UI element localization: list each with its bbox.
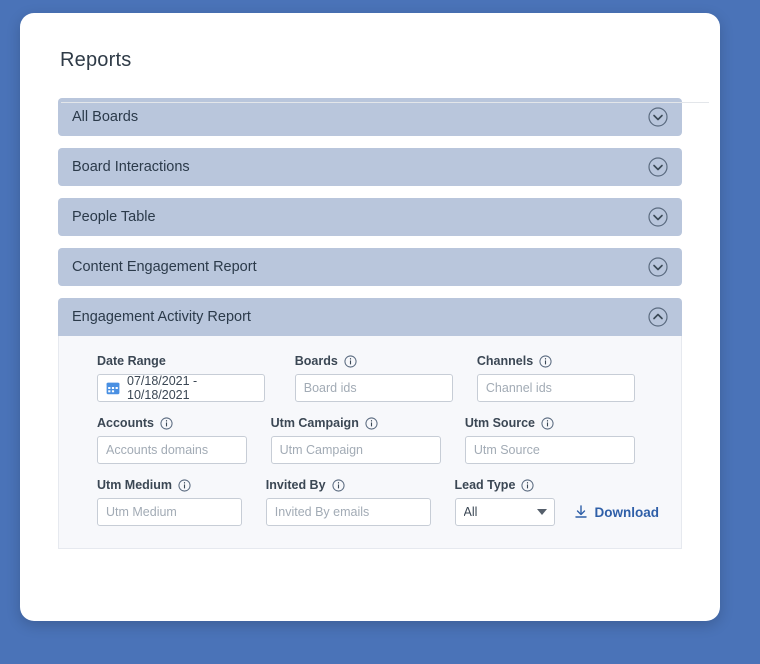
reports-card (20, 13, 720, 621)
lead-type-select[interactable] (455, 498, 555, 526)
form-row-2 (97, 416, 659, 464)
info-icon[interactable] (521, 479, 534, 492)
label-utm-source (465, 416, 635, 430)
boards-input[interactable] (295, 374, 453, 402)
info-icon[interactable] (539, 355, 552, 368)
chevron-down-icon[interactable] (648, 107, 668, 127)
engagement-activity-report-panel (58, 336, 682, 549)
field-lead-type (455, 478, 555, 526)
accordion-item-board-interactions (58, 148, 682, 186)
download-label: Download (594, 504, 659, 520)
date-range-value: 07/18/2021 - 10/18/2021 (127, 374, 198, 402)
accordion-item-all-boards (58, 98, 682, 136)
accordion-label: All Boards (72, 109, 139, 125)
field-utm-medium (97, 478, 242, 526)
date-range-input[interactable] (97, 374, 265, 402)
field-invited-by (266, 478, 431, 526)
label-date-range (97, 354, 271, 368)
chevron-down-icon[interactable] (648, 257, 668, 277)
label-text: Utm Source (464, 416, 535, 430)
accordion-label: Engagement Activity Report (72, 309, 251, 325)
field-accounts (97, 416, 247, 464)
invited-by-input[interactable] (266, 498, 431, 526)
label-text: Invited By (265, 478, 326, 492)
utm-medium-input[interactable] (97, 498, 242, 526)
info-icon[interactable] (178, 479, 191, 492)
accordion-header-board-interactions[interactable] (58, 148, 682, 186)
title-divider (61, 102, 709, 103)
calendar-icon (106, 381, 120, 395)
reports-accordion (20, 98, 720, 549)
accordion-header-all-boards[interactable] (58, 98, 682, 136)
info-icon[interactable] (332, 479, 345, 492)
field-utm-campaign (271, 416, 441, 464)
label-channels (477, 354, 635, 368)
accordion-item-people-table (58, 198, 682, 236)
label-text: Utm Medium (97, 478, 172, 492)
label-text: Accounts (97, 416, 154, 430)
label-invited-by (266, 478, 431, 492)
chevron-down-icon[interactable] (648, 157, 668, 177)
field-date-range (97, 354, 271, 402)
accordion-header-people-table[interactable] (58, 198, 682, 236)
info-icon[interactable] (160, 417, 173, 430)
label-text: Utm Campaign (270, 416, 359, 430)
label-text: Boards (294, 354, 338, 368)
label-accounts (97, 416, 247, 430)
accordion-item-engagement-activity-report (58, 298, 682, 549)
lead-type-select-wrap (455, 498, 555, 526)
info-icon[interactable] (365, 417, 378, 430)
accounts-input[interactable] (97, 436, 247, 464)
label-boards (295, 354, 453, 368)
info-icon[interactable] (541, 417, 554, 430)
accordion-label: Board Interactions (72, 159, 190, 175)
info-icon[interactable] (344, 355, 357, 368)
accordion-label: Content Engagement Report (72, 259, 257, 275)
label-lead-type (455, 478, 555, 492)
download-icon (573, 504, 589, 520)
accordion-label: People Table (72, 209, 156, 225)
accordion-header-engagement-activity-report[interactable] (58, 298, 682, 336)
label-utm-medium (97, 478, 242, 492)
channels-input[interactable] (477, 374, 635, 402)
download-button[interactable] (573, 498, 660, 526)
field-boards (295, 354, 453, 402)
utm-source-input[interactable] (465, 436, 635, 464)
form-row-1 (97, 354, 659, 402)
chevron-down-icon[interactable] (648, 207, 668, 227)
label-text: Date Range (97, 354, 166, 368)
label-text: Channels (476, 354, 534, 368)
accordion-item-content-engagement-report (58, 248, 682, 286)
utm-campaign-input[interactable] (271, 436, 441, 464)
chevron-up-icon[interactable] (648, 307, 668, 327)
accordion-header-content-engagement-report[interactable] (58, 248, 682, 286)
page-title: Reports (60, 49, 132, 71)
field-utm-source (465, 416, 635, 464)
label-text: Lead Type (454, 478, 516, 492)
field-channels (477, 354, 635, 402)
form-row-3 (97, 478, 659, 526)
label-utm-campaign (271, 416, 441, 430)
